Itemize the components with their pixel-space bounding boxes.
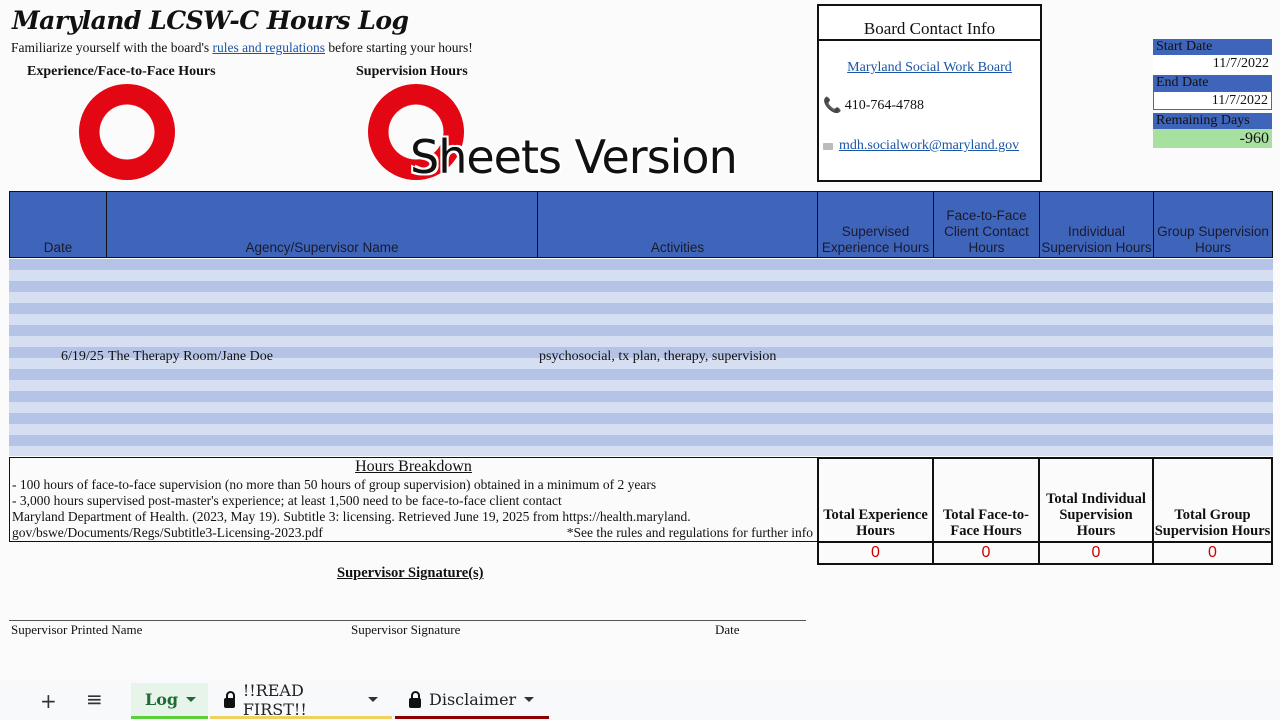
start-date-label: Start Date	[1153, 39, 1272, 55]
table-row[interactable]	[9, 446, 1273, 456]
tab-disclaimer[interactable]	[395, 683, 549, 719]
total-individual-supervision-label: Total Individual Supervision Hours	[1038, 457, 1154, 543]
remaining-days-box	[1153, 113, 1272, 148]
board-contact-box	[817, 4, 1042, 182]
contact-heading: Board Contact Info	[819, 6, 1040, 41]
breakdown-line-1: - 100 hours of face-to-face supervision (no more than 50 hours of group supervision) obtained in a minimum of 2 years	[12, 477, 657, 492]
table-row[interactable]	[9, 270, 1273, 281]
experience-donut-chart	[79, 84, 175, 180]
row-agency[interactable]: The Therapy Room/Jane Doe	[108, 349, 273, 364]
tab-log[interactable]	[131, 683, 208, 719]
breakdown-title: Hours Breakdown	[355, 458, 472, 475]
email-icon	[823, 143, 833, 150]
total-individual-supervision-value: 0	[1038, 543, 1154, 565]
breakdown-line-3: Maryland Department of Health. (2023, May 19). Subtitle 3: licensing. Retrieved June 19, 2025 from https://health.maryland.	[12, 509, 691, 524]
table-row[interactable]	[9, 259, 1273, 270]
header-activities: Activities	[538, 192, 818, 257]
table-row[interactable]	[9, 292, 1273, 303]
start-date-value[interactable]: 11/7/2022	[1153, 55, 1272, 73]
total-experience-label: Total Experience Hours	[817, 457, 934, 543]
tab-read-first[interactable]	[210, 680, 392, 719]
table-row[interactable]	[9, 336, 1273, 347]
header-supervised-experience: Supervised Experience Hours	[818, 192, 934, 257]
total-face-to-face-label: Total Face-to-Face Hours	[932, 457, 1040, 543]
contact-phone: 410-764-4788	[844, 97, 925, 113]
end-date-label: End Date	[1153, 75, 1272, 91]
experience-label: Experience/Face-to-Face Hours	[27, 64, 216, 79]
sheets-version-watermark: Sheets Version	[410, 130, 737, 184]
remaining-days-value: -960	[1153, 129, 1272, 148]
total-group-supervision-value: 0	[1152, 543, 1273, 565]
header-individual-supervision: Individual Supervision Hours	[1040, 192, 1154, 257]
end-date-value[interactable]: 11/7/2022	[1153, 91, 1272, 110]
contact-email-link[interactable]: mdh.socialwork@maryland.gov	[839, 138, 1020, 153]
table-row[interactable]	[9, 424, 1273, 435]
table-row[interactable]	[9, 369, 1273, 380]
breakdown-note: *See the rules and regulations for further info	[566, 525, 813, 540]
row-date[interactable]: 6/19/25	[61, 349, 104, 364]
total-experience-value: 0	[817, 543, 934, 565]
signature-heading: Supervisor Signature(s)	[337, 565, 484, 581]
table-row[interactable]	[9, 325, 1273, 336]
board-link[interactable]: Maryland Social Work Board	[847, 60, 1012, 75]
log-table-header	[9, 191, 1273, 258]
start-date-box	[1153, 39, 1272, 73]
header-date: Date	[10, 192, 107, 257]
row-activities[interactable]: psychosocial, tx plan, therapy, supervision	[539, 349, 777, 364]
phone-icon: 📞	[823, 98, 842, 114]
chevron-down-icon	[524, 697, 534, 702]
header-agency: Agency/Supervisor Name	[107, 192, 538, 257]
signature-date-label: Date	[715, 622, 740, 637]
remaining-days-label: Remaining Days	[1153, 113, 1272, 129]
table-row[interactable]	[9, 314, 1273, 325]
all-sheets-menu-button[interactable]: ≡	[86, 687, 103, 711]
lock-icon	[409, 698, 421, 708]
table-row[interactable]	[9, 413, 1273, 424]
total-group-supervision-label: Total Group Supervision Hours	[1152, 457, 1273, 543]
table-row[interactable]	[9, 435, 1273, 446]
tab-read-first-label: !!READ FIRST!!	[242, 680, 307, 719]
total-face-to-face-value: 0	[932, 543, 1040, 565]
signature-line	[9, 620, 806, 621]
table-row[interactable]	[9, 402, 1273, 413]
chevron-down-icon	[186, 697, 196, 702]
header-group-supervision: Group Supervision Hours	[1157, 224, 1269, 255]
breakdown-line-2: - 3,000 hours supervised post-master's experience; at least 1,500 need to be face-to-face client contact	[12, 493, 562, 508]
intro-text: Familiarize yourself with the board's rules and regulations before starting your hours!	[11, 40, 473, 55]
breakdown-line-4: gov/bswe/Documents/Regs/Subtitle3-Licensing-2023.pdf	[12, 525, 323, 540]
printed-name-label: Supervisor Printed Name	[11, 622, 143, 637]
hours-breakdown	[9, 457, 817, 542]
tab-log-label: Log	[145, 690, 179, 709]
rules-link[interactable]: rules and regulations	[212, 40, 325, 55]
header-face-to-face: Face-to-Face Client Contact Hours	[934, 192, 1040, 257]
table-row[interactable]	[9, 303, 1273, 314]
table-row[interactable]	[9, 380, 1273, 391]
chevron-down-icon	[368, 697, 378, 702]
supervision-label: Supervision Hours	[356, 64, 468, 79]
lock-icon	[224, 698, 235, 708]
tab-disclaimer-label: Disclaimer	[429, 690, 517, 709]
add-sheet-button[interactable]: +	[40, 689, 57, 713]
supervisor-signature-label: Supervisor Signature	[351, 622, 461, 637]
table-row[interactable]	[9, 391, 1273, 402]
table-row[interactable]	[9, 281, 1273, 292]
end-date-box	[1153, 75, 1272, 110]
page-title: Maryland LCSW-C Hours Log	[12, 6, 409, 35]
